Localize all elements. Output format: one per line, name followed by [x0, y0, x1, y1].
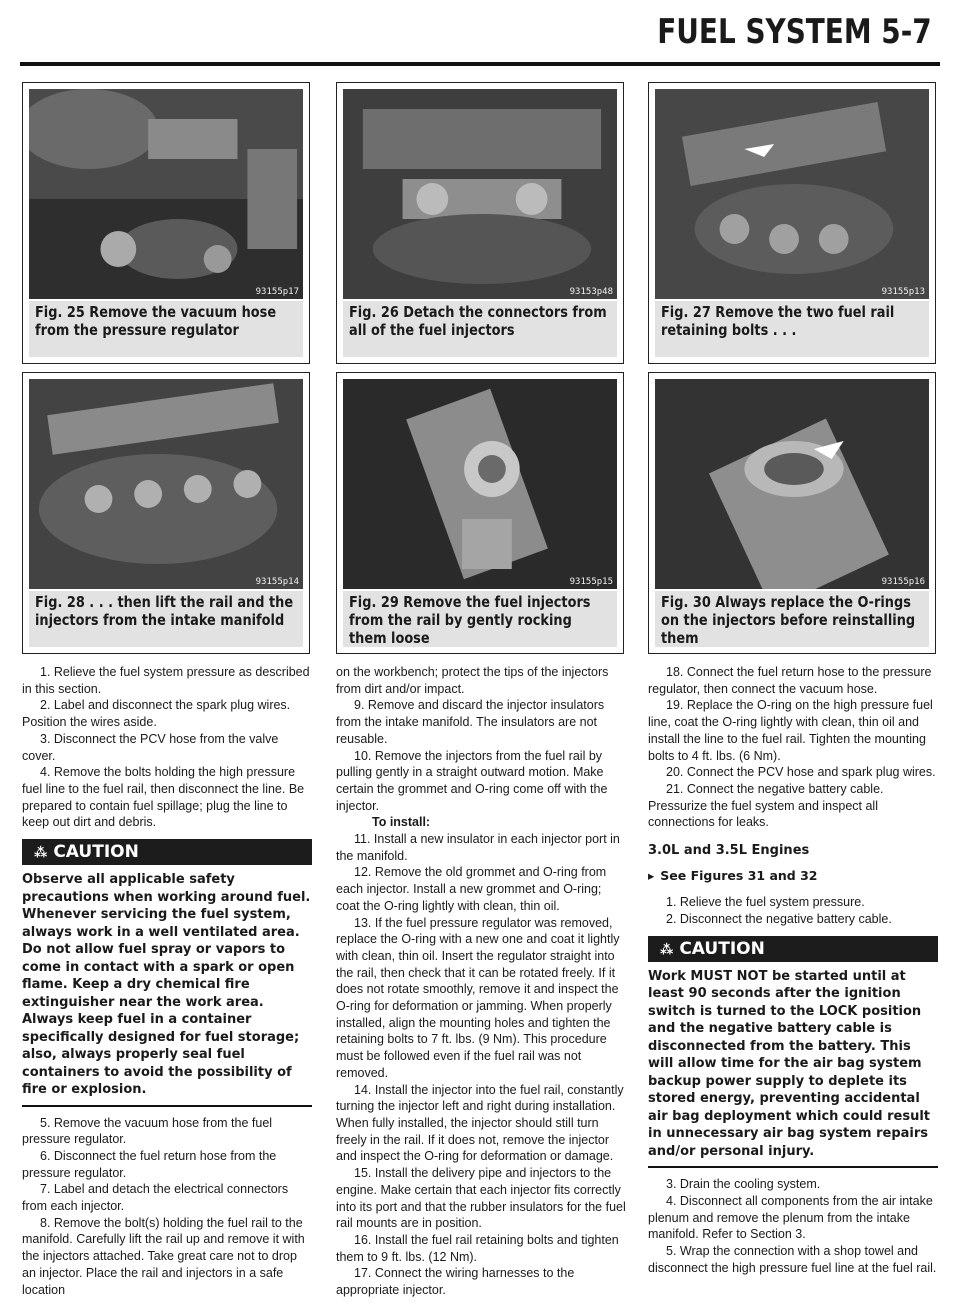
- figure-29-photo: [343, 379, 617, 589]
- see-figures-note: ▸ See Figures 31 and 32: [648, 867, 818, 883]
- step-7: 7. Label and detach the electrical connectors from each injector.: [22, 1182, 289, 1214]
- step-9: 9. Remove and discard the injector insulators from the intake manifold. The insulators are not reusable.: [336, 698, 605, 746]
- caution-icon: ⁂: [34, 846, 48, 862]
- figure-30-photo: [655, 379, 929, 589]
- figure-27-photo-id: 93155p13: [881, 287, 925, 297]
- text-column-2: [336, 664, 626, 1299]
- step-1-b: 1. Relieve the fuel system pressure.: [666, 895, 865, 910]
- figure-30-caption: Fig. 30 Always replace the O-rings on the injectors before reinstalling them: [655, 591, 929, 647]
- step-13: 13. If the fuel pressure regulator was removed, replace the O-ring with a new one and coat it lightly with clean, thin oil. Insert the regulator straight into the rail, then check that it can be rotated freely. If it does not rotate smoothly, remove it and inspect the O-ring for deformation or jamming. When properly installed, align the mounting holes and tighten the retaining bolts to 7 ft. lbs. (9 Nm). This procedure must be followed even if the fuel rail was not removed.: [336, 915, 620, 1080]
- step-10: 10. Remove the injectors from the fuel rail by pulling gently in a straight outward motion. Make certain the grommet and O-ring come off with the injector.: [336, 748, 608, 813]
- header-rule: [20, 62, 940, 66]
- figure-26-photo-id: 93153p48: [569, 287, 613, 297]
- figure-28-photo-id: 93155p14: [255, 577, 299, 587]
- figure-30-photo-id: 93155p16: [881, 577, 925, 587]
- figure-26-photo: [343, 89, 617, 299]
- figure-25-photo: [29, 89, 303, 299]
- step-14: 14. Install the injector into the fuel rail, constantly turning the injector left and right during installation. When fully installed, the injector should still turn freely in the rail. If it does not, remove the injector and inspect the O-ring for deformation or damage.: [336, 1082, 624, 1164]
- page-header-title: FUEL SYSTEM 5-7: [657, 12, 932, 52]
- figure-28-photo: [29, 379, 303, 589]
- figure-29-caption: Fig. 29 Remove the fuel injectors from the rail by gently rocking them loose: [343, 591, 617, 647]
- figure-26: [336, 82, 624, 364]
- step-5: 5. Remove the vacuum hose from the fuel pressure regulator.: [22, 1115, 273, 1147]
- caution-text-2: Work MUST NOT be started until at least 90 seconds after the ignition switch is turned to the LOCK position and the negative battery cable is disconnected from the battery. This will allow time for the air bag system backup power supply to deplete its stored energy, preventing accidental air bag deployment which could result in unnecessary air bag system repairs and/or personal injury.: [648, 968, 938, 1169]
- figure-27-caption: Fig. 27 Remove the two fuel rail retaining bolts . . .: [655, 301, 929, 357]
- text-column-1: [22, 664, 312, 1298]
- step-5-b: 5. Wrap the connection with a shop towel and disconnect the high pressure fuel line at the fuel rail.: [648, 1244, 937, 1275]
- step-8: 8. Remove the bolt(s) holding the fuel rail to the manifold. Carefully lift the rail up and remove it with the injectors attached. Take great care not to drop an injector. Place the rail and injectors in a safe location: [22, 1215, 305, 1297]
- step-16: 16. Install the fuel rail retaining bolts and tighten them to 9 ft. lbs. (12 Nm).: [336, 1232, 619, 1264]
- step-18: 18. Connect the fuel return hose to the pressure regulator, then connect the vacuum hose.: [648, 665, 932, 696]
- figure-28-caption: Fig. 28 . . . then lift the rail and the injectors from the intake manifold: [29, 591, 303, 647]
- step-4: 4. Remove the bolts holding the high pressure fuel line to the fuel rail, then disconnect the line. Be prepared to contain fuel spillage; plug the line to keep out dirt and debris.: [22, 765, 305, 830]
- step-2: 2. Label and disconnect the spark plug wires. Position the wires aside.: [22, 698, 291, 730]
- caution-banner: ⁂ CAUTION: [22, 839, 312, 865]
- caution-banner-2: ⁂ CAUTION: [648, 936, 938, 962]
- figure-25-caption: Fig. 25 Remove the vacuum hose from the pressure regulator: [29, 301, 303, 357]
- step-3-b: 3. Drain the cooling system.: [666, 1177, 821, 1192]
- figure-25: [22, 82, 310, 364]
- step-1: 1. Relieve the fuel system pressure as described in this section.: [22, 665, 310, 696]
- figure-29: [336, 372, 624, 654]
- step-20: 20. Connect the PCV hose and spark plug wires.: [666, 765, 936, 780]
- figure-25-photo-id: 93155p17: [255, 287, 299, 297]
- step-19: 19. Replace the O-ring on the high pressure fuel line, coat the O-ring lightly with clean, thin oil and install the line to the fuel rail. Tighten the mounting bolts to 4 ft. lbs. (6 Nm).: [648, 698, 933, 763]
- caution-icon-2: ⁂: [660, 942, 674, 958]
- step-15: 15. Install the delivery pipe and injectors to the engine. Make certain that each injector fits correctly into its port and that the rubber insulators for the fuel rail mounts are in position.: [336, 1166, 626, 1231]
- step-2-b: 2. Disconnect the negative battery cable.: [666, 912, 892, 927]
- step-4-b: 4. Disconnect all components from the air intake plenum and remove the plenum from the intake manifold. Refer to Section 3.: [648, 1194, 933, 1242]
- step-3: 3. Disconnect the PCV hose from the valve cover.: [22, 731, 279, 763]
- step-11: 11. Install a new insulator in each injector port in the manifold.: [336, 832, 620, 863]
- step-8-continued: on the workbench; protect the tips of the injectors from dirt and/or impact.: [336, 665, 609, 696]
- caution-text: Observe all applicable safety precautions when working around fuel. Whenever servicing the fuel system, always work in a well ventilated area. Do not allow fuel spray or vapors to come in contact with a spark or open flame. Keep a dry chemical fire extinguisher near the work area. Always keep fuel in a container specifically designed for fuel storage; also, always properly seal fuel containers to avoid the possibility of fire or explosion.: [22, 871, 312, 1107]
- step-17: 17. Connect the wiring harnesses to the appropriate injector.: [336, 1266, 575, 1298]
- figure-30: [648, 372, 936, 654]
- figure-27: [648, 82, 936, 364]
- step-12: 12. Remove the old grommet and O-ring from each injector. Install a new grommet and O-ring; coat the O-ring lightly with clean, thin oil.: [336, 865, 607, 913]
- figure-26-caption: Fig. 26 Detach the connectors from all of the fuel injectors: [343, 301, 617, 357]
- step-21: 21. Connect the negative battery cable. Pressurize the fuel system and inspect all connections for leaks.: [648, 781, 884, 830]
- figure-29-photo-id: 93155p15: [569, 577, 613, 587]
- install-label: To install:: [372, 815, 431, 830]
- figure-27-photo: [655, 89, 929, 299]
- step-6: 6. Disconnect the fuel return hose from the pressure regulator.: [22, 1148, 277, 1180]
- section-heading: 3.0L and 3.5L Engines: [648, 843, 810, 859]
- text-column-3: [648, 664, 938, 1277]
- figure-28: [22, 372, 310, 654]
- arrow-icon: ▸: [648, 867, 655, 883]
